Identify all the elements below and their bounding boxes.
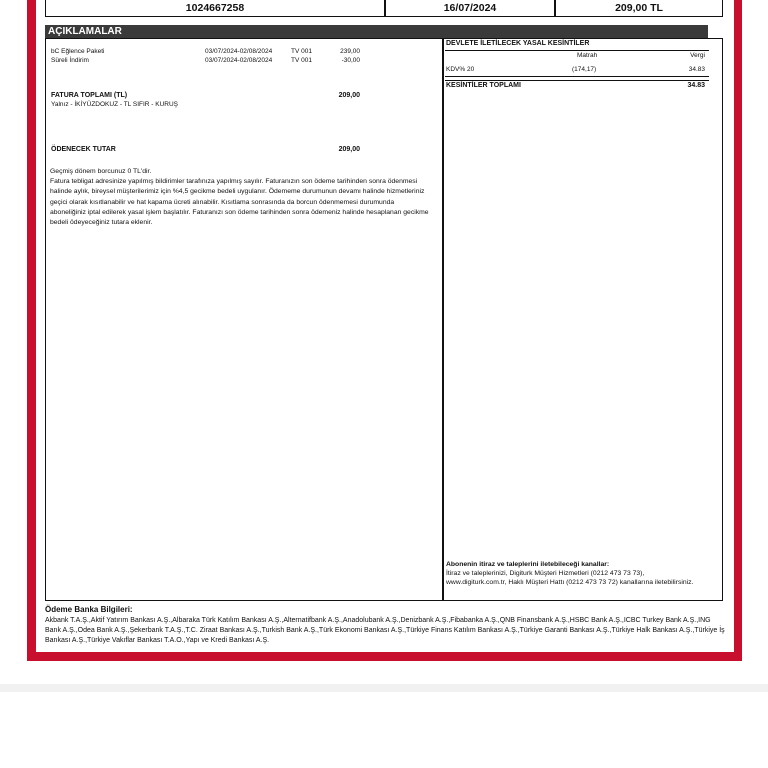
page-bottom-strip <box>0 684 768 692</box>
aciklamalar-title: AÇIKLAMALAR <box>48 26 122 37</box>
line-item-code: TV 001 <box>291 48 312 55</box>
bank-info-title: Ödeme Banka Bilgileri: <box>45 605 133 614</box>
tax-row-vergi: 34.83 <box>688 66 705 73</box>
invoice-amount: 209,00 TL <box>615 2 663 14</box>
invoice-notes <box>50 167 430 228</box>
tax-row-matrah: (174,17) <box>572 66 597 73</box>
channels-text: İtiraz ve taleplerinizi, Digiturk Müşteri Hizmetleri (0212 473 73 73), www.digiturk.com.tr, Haklı Müşteri Hattı (0212 473 73 72) kanallarına iletebilirsiniz. <box>446 570 694 587</box>
tax-col-vergi: Vergi <box>690 52 705 59</box>
aciklamalar-bar <box>45 25 708 38</box>
past-debt-note: Geçmiş dönem borcunuz 0 TL'dir. <box>50 168 152 175</box>
invoice-date-cell <box>385 0 555 17</box>
invoice-number: 1024667258 <box>185 2 245 14</box>
fatura-total-value: 209,00 <box>338 92 360 99</box>
line-item-code: TV 001 <box>291 57 312 64</box>
line-item-name: Süreli İndirim <box>51 57 89 64</box>
tax-total-value: 34.83 <box>687 82 705 89</box>
tax-divider <box>445 50 709 51</box>
invoice-date: 16/07/2024 <box>443 2 497 14</box>
invoice-number-cell <box>45 0 385 17</box>
tax-panel <box>443 38 723 601</box>
late-payment-note: Fatura tebligat adresinize yapılmış bildirimler tarafınıza yapılmış sayılır. Faturanızın son ödeme tarihinden sonra ödenmesi halinde aylık, bireysel müşterilerimiz için %4,5 gecikme bedeli uygulanır. Ödememe durumunun devamı halinde hizmetleriniz geçici olarak kısıtlanabilir ve hat kapama ücreti alınabilir. Kısıtlama sonrasında da borcun ödenmemesi durumunda aboneliğiniz iptal edilerek yasal işlem başlatılır. Faturanızı son ödeme tarihinden sonra ödemeniz halinde hesaplanan gecikme bedeli ödeyeceğiniz tutara eklenir. <box>50 178 429 227</box>
tax-total-label: KESİNTİLER TOPLAMI <box>446 82 521 89</box>
line-item-amount: -30,00 <box>341 57 360 64</box>
tax-row-name: KDV% 20 <box>446 66 475 73</box>
invoice-amount-cell <box>555 0 723 17</box>
line-item-period: 03/07/2024-02/08/2024 <box>205 57 273 64</box>
bank-info <box>45 604 725 647</box>
tax-divider <box>445 76 709 77</box>
fatura-total-label: FATURA TOPLAMI (TL) <box>51 92 128 99</box>
amount-in-words: Yalnız - İKİYÜZDOKUZ - TL SIFIR - KURUŞ <box>51 101 179 108</box>
objection-channels <box>446 560 706 588</box>
description-panel <box>45 38 443 601</box>
line-item-name: bC Eğlence Paketi <box>51 48 105 55</box>
bank-list: Akbank T.A.Ş.,Aktif Yatırım Bankası A.Ş.,Albaraka Türk Katılım Bankası A.Ş.,Alternatifbank A.Ş.,Anadolubank A.Ş.,Denizbank A.Ş.,Fibabanka A.Ş.,QNB Finansbank A.Ş.,HSBC Bank A.Ş.,ICBC Turkey Bank A.Ş.,ING Bank A.Ş.,Odea Bank A.Ş.,Şekerbank T.A.Ş.,T.C. Ziraat Bankası A.Ş.,Turkish Bank A.Ş.,Türk Ekonomi Bankası A.Ş.,Türkiye Finans Katılım Bankası A.Ş.,Türkiye Garanti Bankası A.Ş.,Türkiye Halk Bankası A.Ş.,Türkiye İş Bankası A.Ş.,Türkiye Vakıflar Bankası T.A.O.,Yapı ve Kredi Bankası A.Ş. <box>45 617 725 645</box>
channels-title: Abonenin itiraz ve taleplerini iletebileceği kanallar: <box>446 561 610 568</box>
tax-divider <box>445 80 709 81</box>
payable-amount-label: ÖDENECEK TUTAR <box>51 146 116 153</box>
line-item-period: 03/07/2024-02/08/2024 <box>205 48 273 55</box>
tax-title: DEVLETE İLETİLECEK YASAL KESİNTİLER <box>446 40 590 47</box>
payable-amount-value: 209,00 <box>338 146 360 153</box>
tax-col-matrah: Matrah <box>577 52 598 59</box>
line-item-amount: 239,00 <box>340 48 360 55</box>
